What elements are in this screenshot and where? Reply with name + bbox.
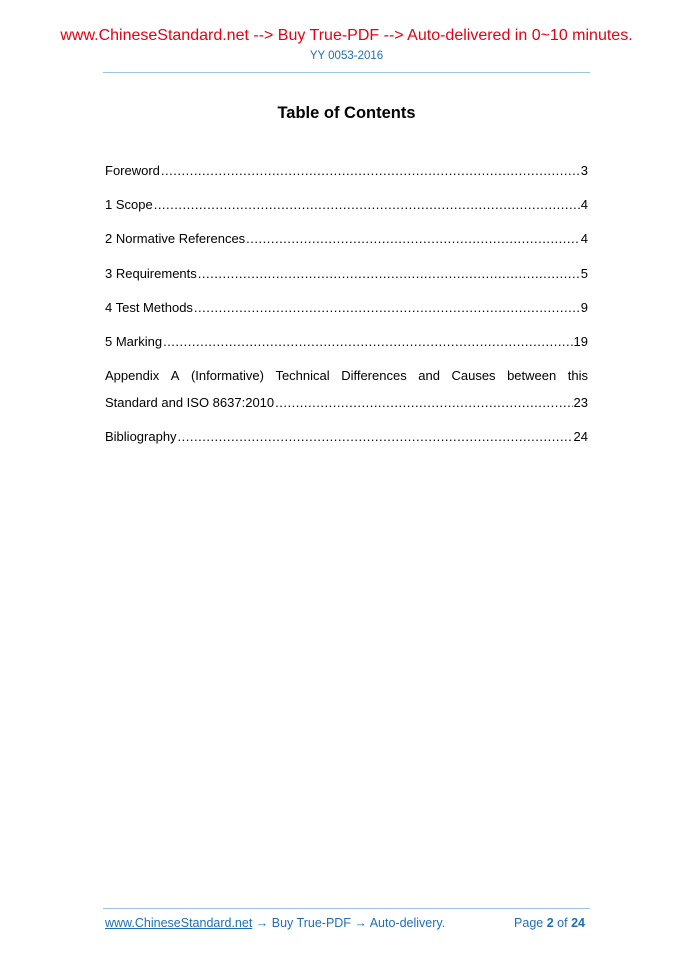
word: Technical xyxy=(275,368,330,384)
footer-site-link[interactable]: www.ChineseStandard.net xyxy=(105,916,253,930)
toc-entry-label: 5 Marking xyxy=(105,333,163,349)
toc-entry-test-methods[interactable] xyxy=(105,298,588,332)
word: (Informative) xyxy=(190,368,264,384)
toc-entry-page: 5 xyxy=(580,265,588,281)
dot-leader xyxy=(275,393,572,413)
page-indicator xyxy=(514,916,585,930)
toc-entry-label: Foreword xyxy=(105,163,160,178)
word: Causes xyxy=(451,368,496,384)
dot-leader xyxy=(154,195,580,215)
toc-entry-label-line1 xyxy=(105,366,588,386)
footer-promo[interactable] xyxy=(105,916,445,930)
toc-entry-appendix-a-line1[interactable] xyxy=(105,366,588,393)
toc-entry-scope[interactable] xyxy=(105,195,588,229)
document-code: YY 0053-2016 xyxy=(309,50,384,62)
page-current: 2 xyxy=(546,916,554,930)
toc-entry-normative-references[interactable] xyxy=(105,229,588,263)
toc-entry-page: 19 xyxy=(573,333,588,349)
dot-leader xyxy=(198,264,580,284)
word: this xyxy=(567,368,588,384)
dot-leader xyxy=(246,229,580,249)
toc-entry-page: 23 xyxy=(573,395,588,411)
dot-leader xyxy=(163,332,572,352)
toc-entry-label-line2: Standard and ISO 8637:2010 xyxy=(105,395,275,411)
page-prefix: Page xyxy=(514,916,544,930)
toc-entry-requirements[interactable] xyxy=(105,264,588,298)
promo-banner[interactable]: www.ChineseStandard.net --> Buy True-PDF --> Auto-delivered in 0~10 minutes. xyxy=(60,27,633,44)
toc-entry-label: 2 Normative References xyxy=(105,231,246,247)
toc-entry-page: 4 xyxy=(580,231,588,247)
toc-entry-bibliography[interactable] xyxy=(105,427,588,461)
toc-entry-label: 4 Test Methods xyxy=(105,299,193,315)
dot-leader xyxy=(194,298,580,318)
table-of-contents xyxy=(105,161,588,462)
toc-entry-label: Bibliography xyxy=(105,429,177,445)
page-of: of xyxy=(557,916,568,930)
toc-entry-marking[interactable] xyxy=(105,332,588,366)
toc-entry-page: 4 xyxy=(580,197,588,213)
toc-entry-page: 9 xyxy=(580,299,588,315)
dot-leader xyxy=(178,427,573,447)
toc-entry-label: 3 Requirements xyxy=(105,265,197,281)
word: A xyxy=(170,368,180,384)
word: between xyxy=(507,368,557,384)
word: Appendix xyxy=(105,368,160,384)
header-divider xyxy=(103,72,590,73)
dot-leader xyxy=(161,161,580,181)
footer-promo-text: → Buy True-PDF → Auto-delivery. xyxy=(252,916,446,930)
toc-entry-foreword[interactable] xyxy=(105,161,588,195)
toc-entry-page: 24 xyxy=(573,429,588,445)
word: and xyxy=(418,368,440,384)
toc-entry-appendix-a-line2[interactable] xyxy=(105,393,588,427)
page-total: 24 xyxy=(571,916,585,930)
page-title: Table of Contents xyxy=(277,104,416,122)
toc-entry-label: 1 Scope xyxy=(105,197,153,213)
toc-entry-page: 3 xyxy=(580,163,588,178)
word: Differences xyxy=(341,368,407,384)
footer-divider xyxy=(103,908,590,909)
